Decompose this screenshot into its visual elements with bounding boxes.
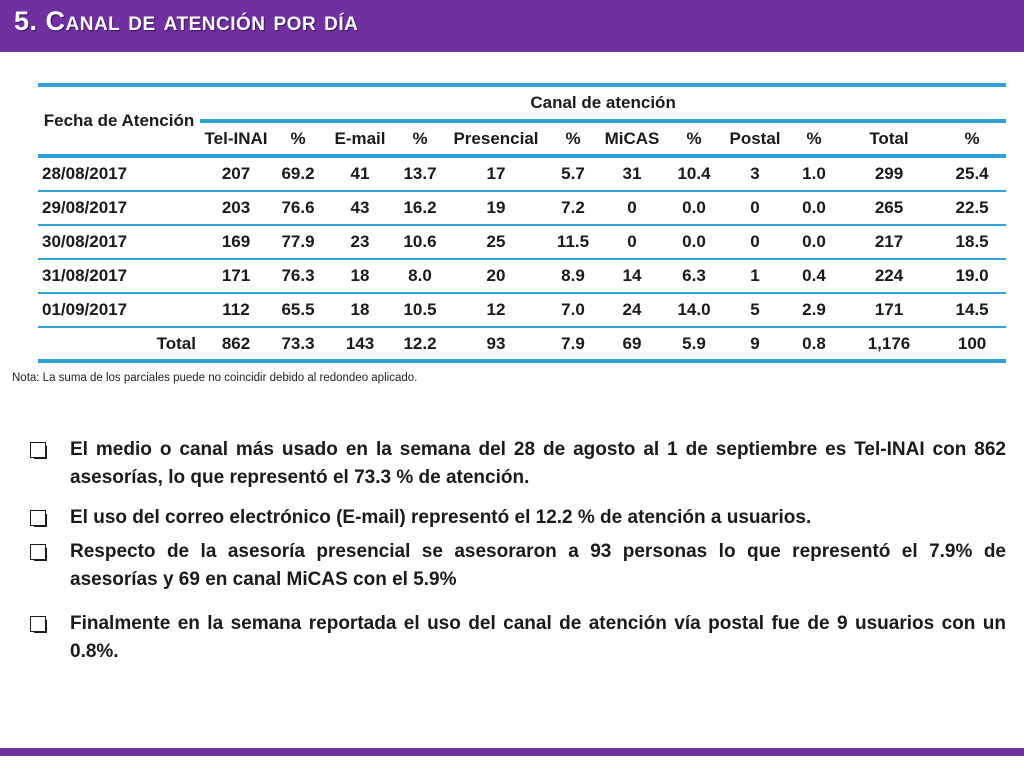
table-cell: 18: [324, 293, 396, 327]
table-cell: 1: [722, 259, 788, 293]
table-cell: 0.0: [788, 191, 840, 225]
table-cell: 0: [598, 191, 666, 225]
table-cell: 14.0: [666, 293, 722, 327]
total-label: Total: [38, 327, 200, 361]
total-cell: 7.9: [548, 327, 598, 361]
total-cell: 73.3: [272, 327, 324, 361]
total-cell: 862: [200, 327, 272, 361]
column-header: %: [272, 121, 324, 156]
table-cell: 3: [722, 156, 788, 191]
total-cell: 5.9: [666, 327, 722, 361]
column-header: %: [666, 121, 722, 156]
bullet-text: Finalmente en la semana reportada el uso del canal de atención vía postal fue de 9 usuarios con un 0.8%.: [70, 613, 1006, 662]
table-body: [38, 156, 1006, 327]
table-cell: 299: [840, 156, 938, 191]
total-cell: 143: [324, 327, 396, 361]
table-cell: 1.0: [788, 156, 840, 191]
table-cell: 224: [840, 259, 938, 293]
table-cell: 0.4: [788, 259, 840, 293]
table-cell: 16.2: [396, 191, 444, 225]
date-cell: 30/08/2017: [38, 225, 200, 259]
table-cell: 31: [598, 156, 666, 191]
table-cell: 65.5: [272, 293, 324, 327]
bullet-item: [30, 538, 1006, 594]
table-cell: 171: [840, 293, 938, 327]
table-cell: 0.0: [666, 225, 722, 259]
table-cell: 43: [324, 191, 396, 225]
table-cell: 14.5: [938, 293, 1006, 327]
table-cell: 2.9: [788, 293, 840, 327]
table-cell: 7.0: [548, 293, 598, 327]
total-cell: 0.8: [788, 327, 840, 361]
table-cell: 18: [324, 259, 396, 293]
total-cell: 69: [598, 327, 666, 361]
table-header-row-1: [38, 85, 1006, 121]
table-cell: 24: [598, 293, 666, 327]
column-header: %: [396, 121, 444, 156]
table-cell: 217: [840, 225, 938, 259]
title-bar: [0, 0, 1024, 52]
column-header: %: [938, 121, 1006, 156]
table-cell: 19.0: [938, 259, 1006, 293]
table-cell: 7.2: [548, 191, 598, 225]
bullet-text: El medio o canal más usado en la semana del 28 de agosto al 1 de septiembre es Tel-INAI con 862 asesorías, lo que representó el 73.3 % de atención.: [70, 439, 1006, 488]
table-cell: 265: [840, 191, 938, 225]
table-cell: 41: [324, 156, 396, 191]
total-cell: 100: [938, 327, 1006, 361]
bullet-text: Respecto de la asesoría presencial se asesoraron a 93 personas lo que representó el 7.9% de asesorías y 69 en canal MiCAS con el 5.9%: [70, 541, 1006, 590]
table-total-row: [38, 327, 1006, 361]
table-cell: 203: [200, 191, 272, 225]
table-cell: 22.5: [938, 191, 1006, 225]
bullet-text: El uso del correo electrónico (E-mail) representó el 12.2 % de atención a usuarios.: [70, 507, 812, 528]
table-cell: 6.3: [666, 259, 722, 293]
bullet-item: [30, 436, 1006, 492]
table-cell: 77.9: [272, 225, 324, 259]
table-cell: 20: [444, 259, 548, 293]
column-header: %: [548, 121, 598, 156]
slide-title: 5. Canal de atención por día: [14, 6, 359, 36]
table-cell: 19: [444, 191, 548, 225]
table-cell: 169: [200, 225, 272, 259]
column-header: Tel-INAI: [200, 121, 272, 156]
checkbox-bullet-icon: [30, 544, 46, 560]
table-cell: 25: [444, 225, 548, 259]
table-cell: 10.4: [666, 156, 722, 191]
table-cell: 69.2: [272, 156, 324, 191]
total-cell: 1,176: [840, 327, 938, 361]
date-cell: 31/08/2017: [38, 259, 200, 293]
table-cell: 18.5: [938, 225, 1006, 259]
bullet-list: [30, 436, 1006, 672]
table-row: [38, 191, 1006, 225]
total-cell: 9: [722, 327, 788, 361]
column-header: E-mail: [324, 121, 396, 156]
bottom-bar: [0, 748, 1024, 756]
table-cell: 76.3: [272, 259, 324, 293]
table-cell: 10.5: [396, 293, 444, 327]
table-cell: 0: [598, 225, 666, 259]
table-row: [38, 225, 1006, 259]
table-cell: 5.7: [548, 156, 598, 191]
attention-channel-table: [38, 83, 1006, 363]
column-header: Presencial: [444, 121, 548, 156]
table-cell: 112: [200, 293, 272, 327]
table-cell: 11.5: [548, 225, 598, 259]
column-header: Total: [840, 121, 938, 156]
table-cell: 12: [444, 293, 548, 327]
table-row: [38, 293, 1006, 327]
bullet-item: [30, 504, 1006, 532]
table-cell: 13.7: [396, 156, 444, 191]
table-cell: 10.6: [396, 225, 444, 259]
column-header: Postal: [722, 121, 788, 156]
date-column-header: Fecha de Atención: [38, 85, 200, 156]
table-cell: 17: [444, 156, 548, 191]
table-cell: 0: [722, 191, 788, 225]
date-cell: 29/08/2017: [38, 191, 200, 225]
total-cell: 12.2: [396, 327, 444, 361]
column-header: MiCAS: [598, 121, 666, 156]
bullet-item: [30, 610, 1006, 666]
table-cell: 171: [200, 259, 272, 293]
checkbox-bullet-icon: [30, 616, 46, 632]
table-cell: 76.6: [272, 191, 324, 225]
table-cell: 0.0: [666, 191, 722, 225]
table-cell: 5: [722, 293, 788, 327]
table-row: [38, 259, 1006, 293]
date-cell: 01/09/2017: [38, 293, 200, 327]
table-cell: 25.4: [938, 156, 1006, 191]
table-cell: 0: [722, 225, 788, 259]
table-cell: 23: [324, 225, 396, 259]
table-cell: 207: [200, 156, 272, 191]
table-cell: 8.9: [548, 259, 598, 293]
column-header: %: [788, 121, 840, 156]
table-cell: 8.0: [396, 259, 444, 293]
total-cell: 93: [444, 327, 548, 361]
footnote: Nota: La suma de los parciales puede no coincidir debido al redondeo aplicado.: [12, 372, 418, 384]
date-cell: 28/08/2017: [38, 156, 200, 191]
checkbox-bullet-icon: [30, 510, 46, 526]
checkbox-bullet-icon: [30, 442, 46, 458]
table-row: [38, 156, 1006, 191]
table-cell: 14: [598, 259, 666, 293]
channel-group-header: Canal de atención: [200, 85, 1006, 121]
table-cell: 0.0: [788, 225, 840, 259]
